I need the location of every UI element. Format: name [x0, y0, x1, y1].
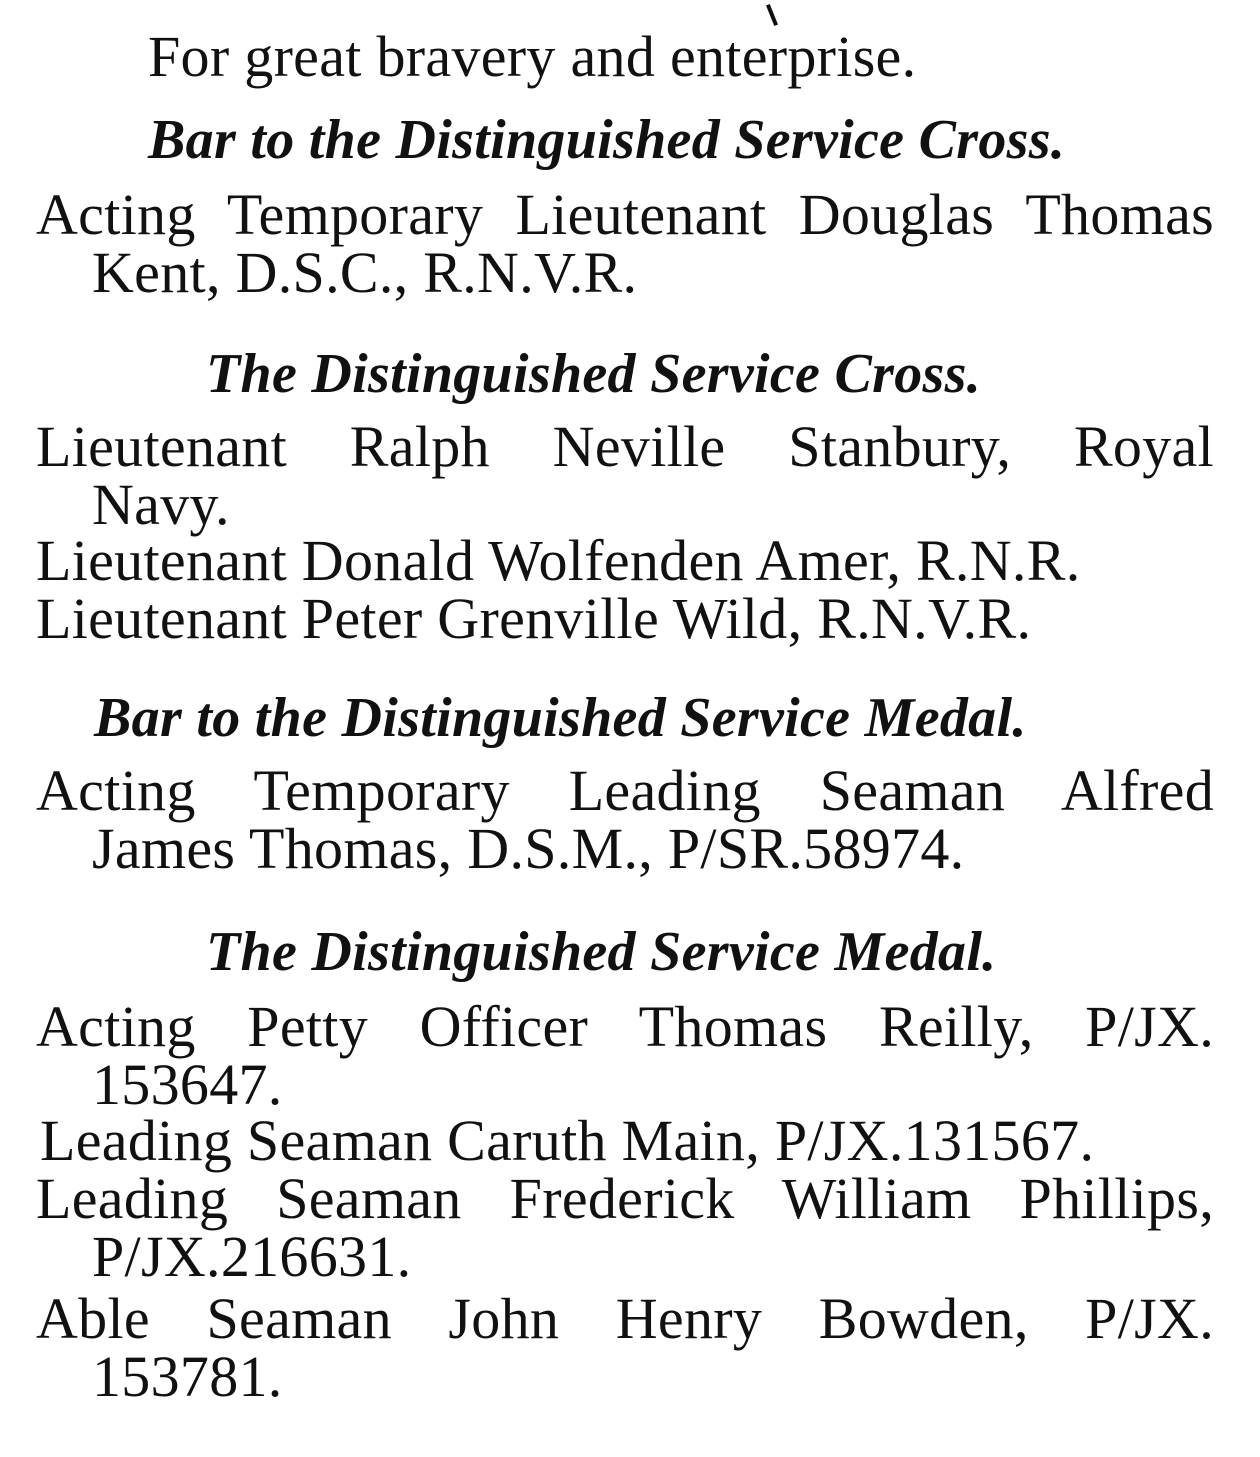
entry-continuation: P/JX.216631. — [92, 1224, 412, 1289]
entry-line: Lieutenant Ralph Neville Stanbury, Royal — [36, 414, 1214, 479]
section-heading: Bar to the Distinguished Service Cross. — [148, 109, 1066, 171]
entry-line: Acting Temporary Leading Seaman Alfred — [36, 758, 1214, 823]
award-entry — [36, 414, 1214, 537]
award-entry: Leading Seaman Caruth Main, P/JX.131567. — [40, 1108, 1095, 1173]
entry-line: Acting Petty Officer Thomas Reilly, P/JX. — [36, 994, 1214, 1059]
entry-continuation: James Thomas, D.S.M., P/SR.58974. — [92, 816, 965, 881]
award-entry — [36, 1166, 1214, 1289]
entry-continuation: Kent, D.S.C., R.N.V.R. — [92, 240, 638, 305]
award-entry: Lieutenant Donald Wolfenden Amer, R.N.R. — [36, 528, 1081, 593]
award-entry: Lieutenant Peter Grenville Wild, R.N.V.R. — [36, 586, 1032, 651]
award-entry — [36, 758, 1214, 881]
entry-continuation: 153647. — [92, 1052, 283, 1117]
section-heading: The Distinguished Service Medal. — [206, 921, 997, 983]
entry-continuation: 153781. — [92, 1344, 283, 1409]
section-heading: Bar to the Distinguished Service Medal. — [94, 687, 1027, 749]
entry-line: Able Seaman John Henry Bowden, P/JX. — [36, 1286, 1214, 1351]
award-entry — [36, 1286, 1214, 1409]
pen-tick-mark — [766, 4, 778, 26]
section-heading: The Distinguished Service Cross. — [206, 343, 982, 405]
entry-continuation: Navy. — [92, 472, 230, 537]
award-entry — [36, 182, 1214, 305]
entry-line: Leading Seaman Frederick William Phillips, — [36, 1166, 1214, 1231]
award-entry — [36, 994, 1214, 1117]
entry-line: Acting Temporary Lieutenant Douglas Thomas — [36, 182, 1214, 247]
intro-text: For great bravery and enterprise. — [148, 24, 917, 89]
